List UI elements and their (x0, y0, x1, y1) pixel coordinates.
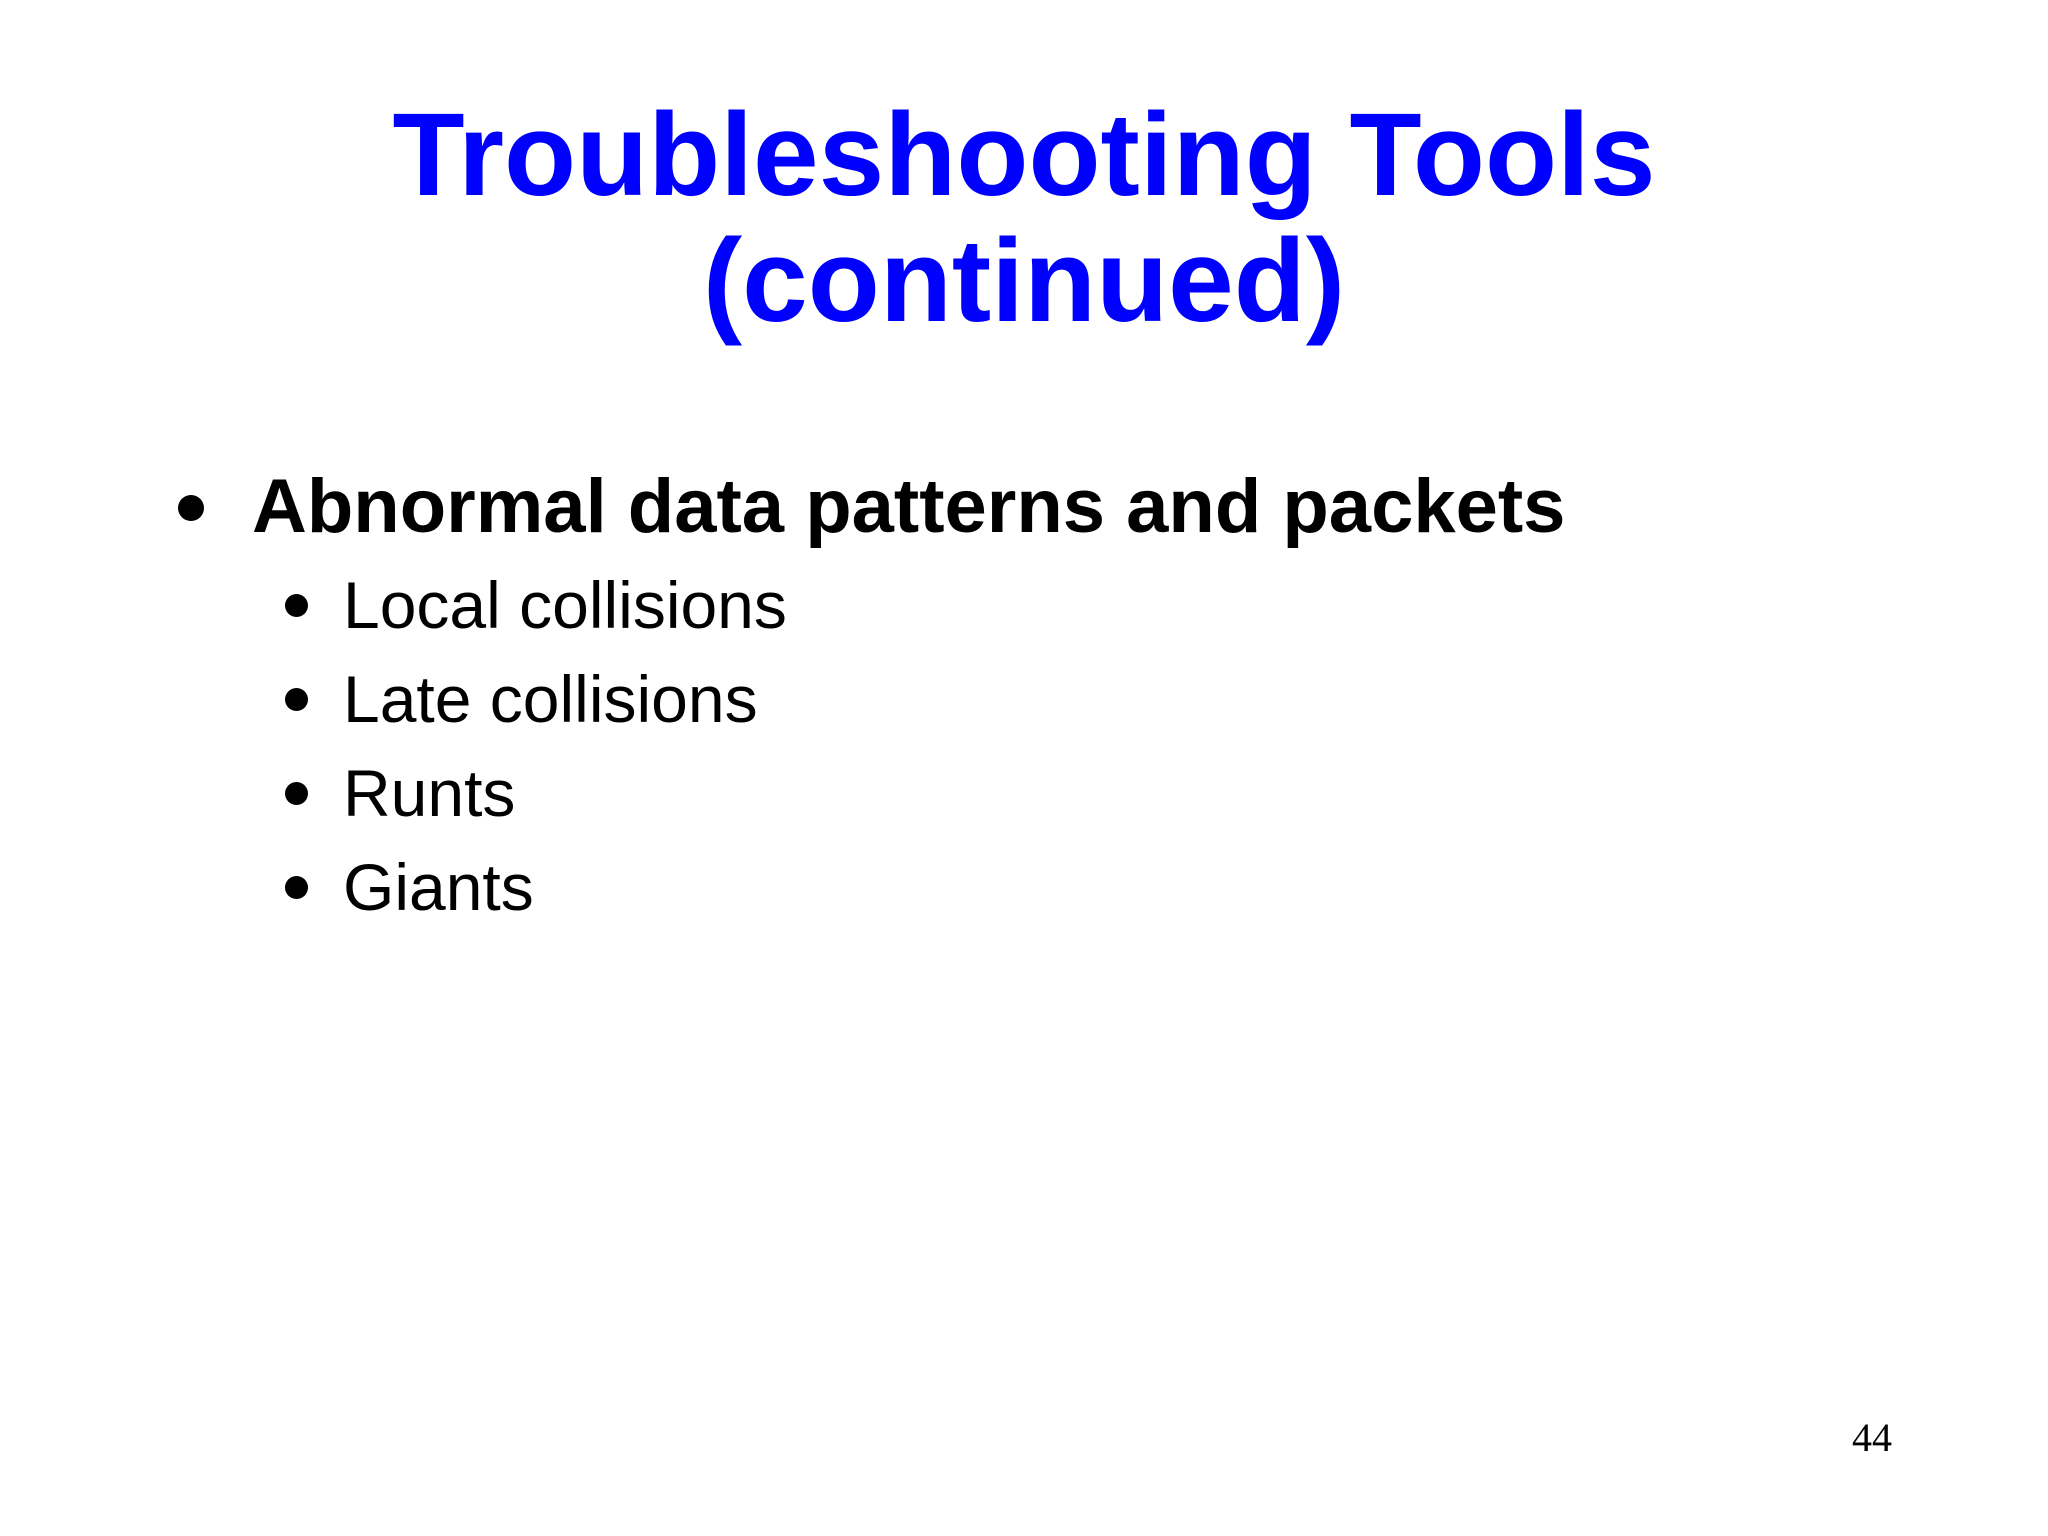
bullet-dot-icon (285, 782, 308, 805)
bullet-item (176, 456, 1976, 558)
sub-bullet-item (176, 840, 1976, 934)
bullet-dot-icon (178, 495, 204, 521)
sub-bullet-item (176, 746, 1976, 840)
sub-bullet-list (176, 558, 1976, 934)
sub-bullet-text: Giants (343, 850, 534, 924)
bullet-list (176, 456, 1976, 934)
sub-bullet-text: Runts (343, 756, 516, 830)
slide-title (0, 89, 2048, 347)
sub-bullet-item (176, 558, 1976, 652)
sub-bullet-text: Late collisions (343, 662, 758, 736)
bullet-dot-icon (285, 688, 308, 711)
page-number: 44 (1852, 1415, 1892, 1460)
bullet-text: Abnormal data patterns and packets (252, 464, 1566, 549)
bullet-dot-icon (285, 594, 308, 617)
bullet-dot-icon (285, 876, 308, 899)
title-line-2: (continued) (702, 215, 1346, 347)
sub-bullet-item (176, 652, 1976, 746)
sub-bullet-text: Local collisions (343, 568, 787, 642)
title-line-1: Troubleshooting Tools (392, 89, 1656, 221)
